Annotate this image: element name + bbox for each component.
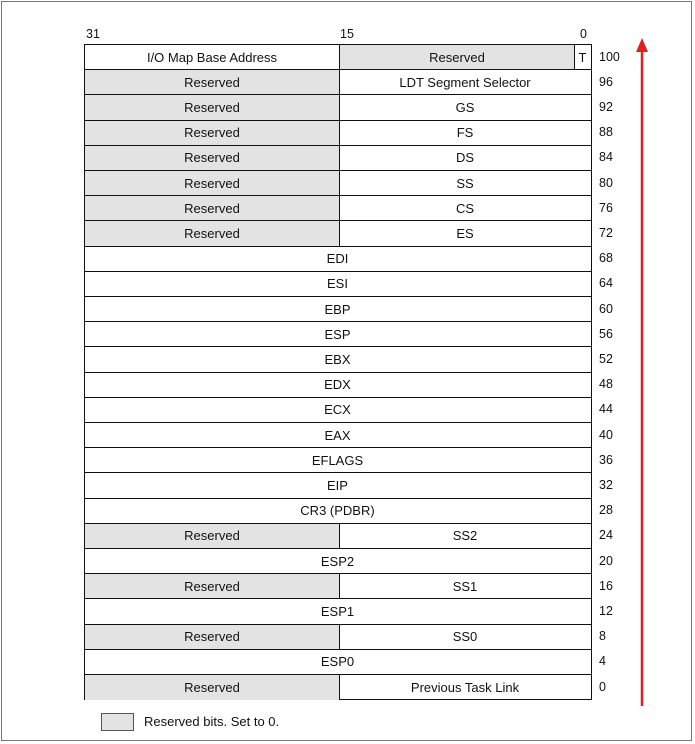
reserved-field: Reserved [339,45,574,69]
legend-text: Reserved bits. Set to 0. [144,714,280,729]
table-row [85,121,591,146]
byte-offset-label: 8 [599,629,606,644]
register-field: LDT Segment Selector [339,70,590,94]
byte-offset-label: 24 [599,528,613,543]
table-row [85,473,591,498]
byte-offset-label: 56 [599,326,613,341]
byte-offset-label: 12 [599,603,613,618]
byte-offset-label: 44 [599,402,613,417]
table-row [85,95,591,120]
reserved-field: Reserved [85,196,339,220]
table-row [85,625,591,650]
register-field: ES [339,221,590,245]
byte-offset-label: 20 [599,553,613,568]
register-field: EBX [324,351,351,367]
bit-label-0: 0 [580,27,587,41]
register-field: ESP1 [320,603,355,619]
table-row [85,398,591,423]
byte-offset-label: 72 [599,225,613,240]
table-row [85,574,591,599]
register-field: EDX [324,377,351,393]
byte-offset-label: 100 [599,49,620,64]
byte-offset-label: 4 [599,654,606,669]
table-row [85,247,591,272]
byte-offset-label: 32 [599,477,613,492]
register-field: I/O Map Base Address [146,49,278,65]
reserved-field: Reserved [85,574,339,598]
register-field: ESP [324,326,351,342]
table-row [85,524,591,549]
register-field: SS0 [339,625,590,649]
register-field: FS [339,121,590,145]
register-field: EIP [327,477,348,493]
register-field: CR3 (PDBR) [300,503,375,519]
register-field: EFLAGS [311,452,364,468]
byte-offset-label: 80 [599,175,613,190]
table-row [85,146,591,171]
table-row [85,70,591,95]
reserved-field: Reserved [85,146,339,170]
table-row [85,499,591,524]
register-field: SS [339,171,590,195]
byte-offset-label: 28 [599,503,613,518]
register-field: SS2 [339,524,590,548]
register-field: ESI [327,276,348,292]
table-row [85,549,591,574]
table-row [85,221,591,246]
reserved-field: Reserved [85,221,339,245]
reserved-field: Reserved [85,524,339,548]
register-field: DS [339,146,590,170]
byte-offset-label: 40 [599,427,613,442]
byte-offset-label: 52 [599,351,613,366]
legend-swatch [101,713,134,731]
table-row [85,448,591,473]
bit-label-15: 15 [340,27,354,41]
register-field: ESP2 [320,553,355,569]
table-row [85,347,591,372]
table-row [85,171,591,196]
register-field: T [574,45,590,69]
register-field: ECX [324,402,351,418]
table-row [85,423,591,448]
byte-offset-label: 88 [599,125,613,140]
table-row [85,675,591,700]
byte-offset-label: 96 [599,74,613,89]
register-field: CS [339,196,590,220]
reserved-field: Reserved [85,95,339,119]
byte-offset-label: 36 [599,452,613,467]
byte-offset-label: 16 [599,578,613,593]
tss-layout-table [84,44,592,700]
reserved-field: Reserved [85,121,339,145]
bit-label-31: 31 [86,27,100,41]
register-field: EBP [324,301,351,317]
arrow-head [636,38,648,52]
byte-offset-label: 60 [599,301,613,316]
reserved-field: Reserved [85,675,339,700]
table-row [85,272,591,297]
reserved-field: Reserved [85,70,339,94]
table-row [85,297,591,322]
reserved-field: Reserved [85,171,339,195]
table-row [85,196,591,221]
register-field: ESP0 [320,654,355,670]
byte-offset-label: 48 [599,377,613,392]
register-field: EAX [324,427,351,443]
byte-offset-label: 92 [599,99,613,114]
reserved-field: Reserved [85,625,339,649]
register-field: SS1 [339,574,590,598]
address-increase-arrow [632,36,652,708]
table-row [85,650,591,675]
register-field: EDI [326,251,349,267]
table-row [85,45,591,70]
byte-offset-label: 84 [599,150,613,165]
table-row [85,373,591,398]
register-field: Previous Task Link [339,675,590,700]
byte-offset-label: 76 [599,200,613,215]
table-row [85,322,591,347]
byte-offset-label: 0 [599,679,606,694]
register-field: GS [339,95,590,119]
table-row [85,599,591,624]
byte-offset-label: 68 [599,251,613,266]
byte-offset-label: 64 [599,276,613,291]
